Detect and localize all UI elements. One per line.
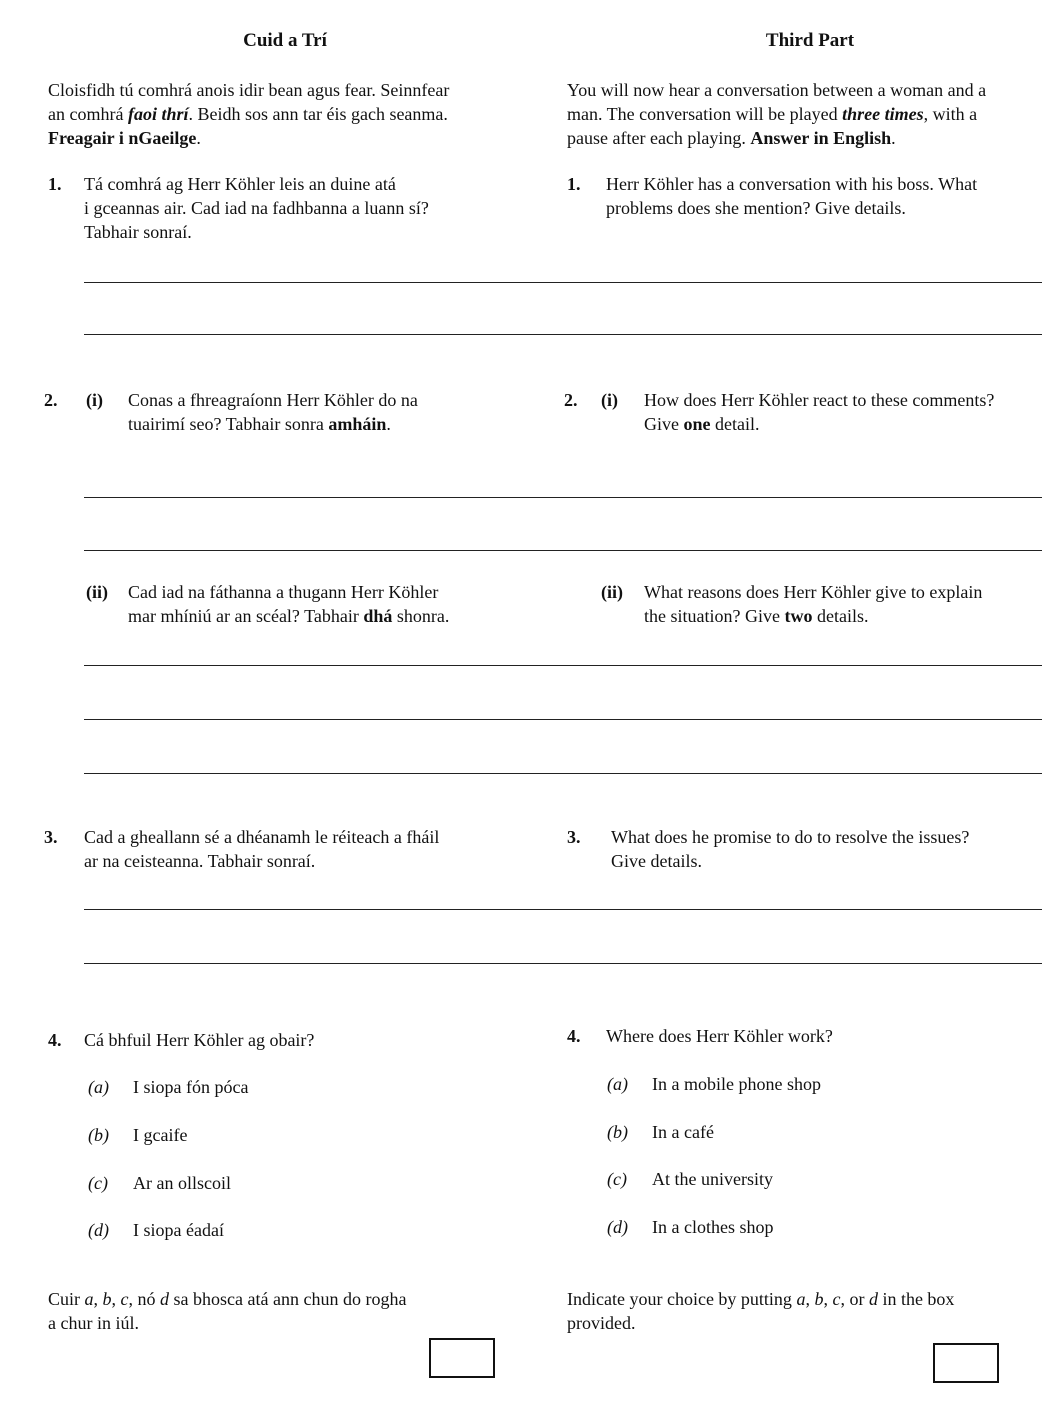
english-instr-sep2: ,	[823, 1289, 833, 1309]
irish-q1-text	[84, 172, 544, 244]
english-q4-option-a-letter: (a)	[607, 1074, 628, 1094]
english-q2ii-line2c: details.	[812, 606, 869, 626]
q3-answer-line-2[interactable]	[84, 963, 1042, 964]
english-q1-line1: Herr Köhler has a conversation with his boss. What	[606, 174, 978, 194]
irish-q1-line1: Tá comhrá ag Herr Köhler leis an duine atá	[84, 174, 396, 194]
english-q2ii-line2a: the situation? Give	[644, 606, 785, 626]
irish-intro	[48, 78, 538, 150]
english-q2ii-text	[644, 580, 1053, 628]
english-section-title: Third Part	[765, 30, 855, 51]
english-intro-period: .	[891, 128, 896, 148]
irish-q4-option-d-letter: (d)	[88, 1220, 109, 1240]
irish-instr-letter-d: d	[160, 1289, 170, 1309]
irish-q2ii-line2c: shonra.	[392, 606, 450, 626]
irish-instr-letter-b: b	[102, 1289, 112, 1309]
q3-answer-line-1[interactable]	[84, 909, 1042, 910]
english-q3-text	[611, 825, 1051, 873]
english-q1-text	[606, 172, 1051, 220]
english-q2i-line2c: detail.	[710, 414, 760, 434]
irish-answer-instruction	[48, 1287, 508, 1335]
english-instr-line2: provided.	[567, 1313, 636, 1333]
irish-q3-number: 3.	[44, 827, 58, 847]
english-q4-option-d-letter: (d)	[607, 1217, 628, 1237]
irish-instr-letter-c: c	[120, 1289, 129, 1309]
english-instr-sep3: , or	[840, 1289, 869, 1309]
english-answer-instruction	[567, 1287, 1037, 1335]
english-q3-number: 3.	[567, 827, 581, 847]
irish-section-title: Cuid a Trí	[243, 30, 327, 51]
english-intro-answer: Answer in English	[750, 128, 892, 148]
irish-answer-box[interactable]	[429, 1338, 495, 1378]
english-intro-line3a: pause after each playing.	[567, 128, 751, 148]
irish-q4-option-c-text: Ar an ollscoil	[133, 1173, 231, 1193]
q2ii-answer-line-1[interactable]	[84, 665, 1042, 666]
english-q1-number: 1.	[567, 174, 581, 194]
irish-intro-line2b: . Beidh sos ann tar éis gach seanma.	[188, 104, 448, 124]
english-instr-suffix: in the box	[877, 1289, 955, 1309]
irish-q4-number: 4.	[48, 1030, 62, 1050]
english-q2i-emph: one	[683, 414, 711, 434]
english-q3-line1: What does he promise to do to resolve the issues?	[611, 827, 970, 847]
english-instr-sep1: ,	[805, 1289, 815, 1309]
irish-q2i-line1: Conas a fhreagraíonn Herr Köhler do na	[128, 390, 418, 410]
english-q2i-text	[644, 388, 1053, 436]
english-q2i-line2a: Give	[644, 414, 684, 434]
q2i-answer-line-2[interactable]	[84, 550, 1042, 551]
irish-q1-number: 1.	[48, 174, 62, 194]
irish-q2i-emph: amháin	[328, 414, 387, 434]
irish-instr-sep1: ,	[93, 1289, 103, 1309]
irish-q3-line2: ar na ceisteanna. Tabhair sonraí.	[84, 851, 316, 871]
irish-q3-line1: Cad a gheallann sé a dhéanamh le réiteach a fháil	[84, 827, 440, 847]
english-q4-number: 4.	[567, 1026, 581, 1046]
irish-q2ii-emph: dhá	[363, 606, 393, 626]
irish-intro-line1: Cloisfidh tú comhrá anois idir bean agus fear. Seinnfear	[48, 80, 450, 100]
english-instr-prefix: Indicate your choice by putting	[567, 1289, 797, 1309]
irish-q4-option-b-letter: (b)	[88, 1125, 109, 1145]
irish-q4-option-d-text: I siopa éadaí	[133, 1220, 224, 1240]
english-q4-option-a-text: In a mobile phone shop	[652, 1074, 821, 1094]
english-q4-option-d-text: In a clothes shop	[652, 1217, 774, 1237]
irish-instr-sep3: , nó	[128, 1289, 161, 1309]
q1-answer-line-2[interactable]	[84, 334, 1042, 335]
english-intro-line2a: man. The conversation will be played	[567, 104, 843, 124]
english-q1-line2: problems does she mention? Give details.	[606, 198, 906, 218]
english-q4-text: Where does Herr Köhler work?	[606, 1026, 833, 1046]
irish-q1-line3: Tabhair sonraí.	[84, 222, 192, 242]
irish-q2ii-text	[128, 580, 548, 628]
english-instr-letter-b: b	[814, 1289, 824, 1309]
english-q2-number: 2.	[564, 390, 578, 410]
english-q2ii-line1: What reasons does Herr Köhler give to explain	[644, 582, 983, 602]
irish-intro-period: .	[196, 128, 201, 148]
irish-q2i-label: (i)	[86, 390, 103, 410]
irish-q4-option-b-text: I gcaife	[133, 1125, 188, 1145]
irish-intro-line2a: an comhrá	[48, 104, 128, 124]
english-q2i-line1: How does Herr Köhler react to these comments?	[644, 390, 995, 410]
english-instr-letter-a: a	[796, 1289, 806, 1309]
irish-instr-letter-a: a	[84, 1289, 94, 1309]
irish-intro-answer: Freagair i nGaeilge	[48, 128, 197, 148]
q2ii-answer-line-2[interactable]	[84, 719, 1042, 720]
irish-q2ii-label: (ii)	[86, 582, 108, 602]
irish-q4-option-a-letter: (a)	[88, 1077, 109, 1097]
irish-q4-text: Cá bhfuil Herr Köhler ag obair?	[84, 1030, 315, 1050]
q2ii-answer-line-3[interactable]	[84, 773, 1042, 774]
english-answer-box[interactable]	[933, 1343, 999, 1383]
english-q2ii-emph: two	[784, 606, 813, 626]
english-q4-option-b-letter: (b)	[607, 1122, 628, 1142]
q2i-answer-line-1[interactable]	[84, 497, 1042, 498]
irish-q2ii-line1: Cad iad na fáthanna a thugann Herr Köhler	[128, 582, 439, 602]
irish-q2-number: 2.	[44, 390, 58, 410]
irish-instr-sep2: ,	[111, 1289, 121, 1309]
irish-q4-option-c-letter: (c)	[88, 1173, 108, 1193]
english-q2i-label: (i)	[601, 390, 618, 410]
irish-q2i-line2a: tuairimí seo? Tabhair sonra	[128, 414, 329, 434]
irish-q2ii-line2a: mar mhíniú ar an scéal? Tabhair	[128, 606, 364, 626]
english-intro-emph: three times	[842, 104, 924, 124]
english-instr-letter-d: d	[868, 1289, 878, 1309]
english-q4-option-b-text: In a café	[652, 1122, 714, 1142]
irish-instr-line2: a chur in iúl.	[48, 1313, 139, 1333]
irish-q3-text	[84, 825, 554, 873]
english-intro-line1: You will now hear a conversation between a woman and a	[567, 80, 987, 100]
irish-q4-option-a-text: I siopa fón póca	[133, 1077, 249, 1097]
irish-q2i-line2c: .	[386, 414, 391, 434]
english-instr-letter-c: c	[832, 1289, 841, 1309]
irish-q2i-text	[128, 388, 548, 436]
irish-instr-prefix: Cuir	[48, 1289, 85, 1309]
english-q3-line2: Give details.	[611, 851, 702, 871]
q1-answer-line-1[interactable]	[84, 282, 1042, 283]
english-q4-option-c-text: At the university	[652, 1169, 773, 1189]
english-q4-option-c-letter: (c)	[607, 1169, 627, 1189]
english-intro	[567, 78, 1053, 150]
english-q2ii-label: (ii)	[601, 582, 623, 602]
irish-q1-line2: i gceannas air. Cad iad na fadhbanna a luann sí?	[84, 198, 429, 218]
english-intro-line2b: , with a	[923, 104, 978, 124]
irish-intro-emph: faoi thrí	[127, 104, 189, 124]
irish-instr-suffix: sa bhosca atá ann chun do rogha	[169, 1289, 407, 1309]
